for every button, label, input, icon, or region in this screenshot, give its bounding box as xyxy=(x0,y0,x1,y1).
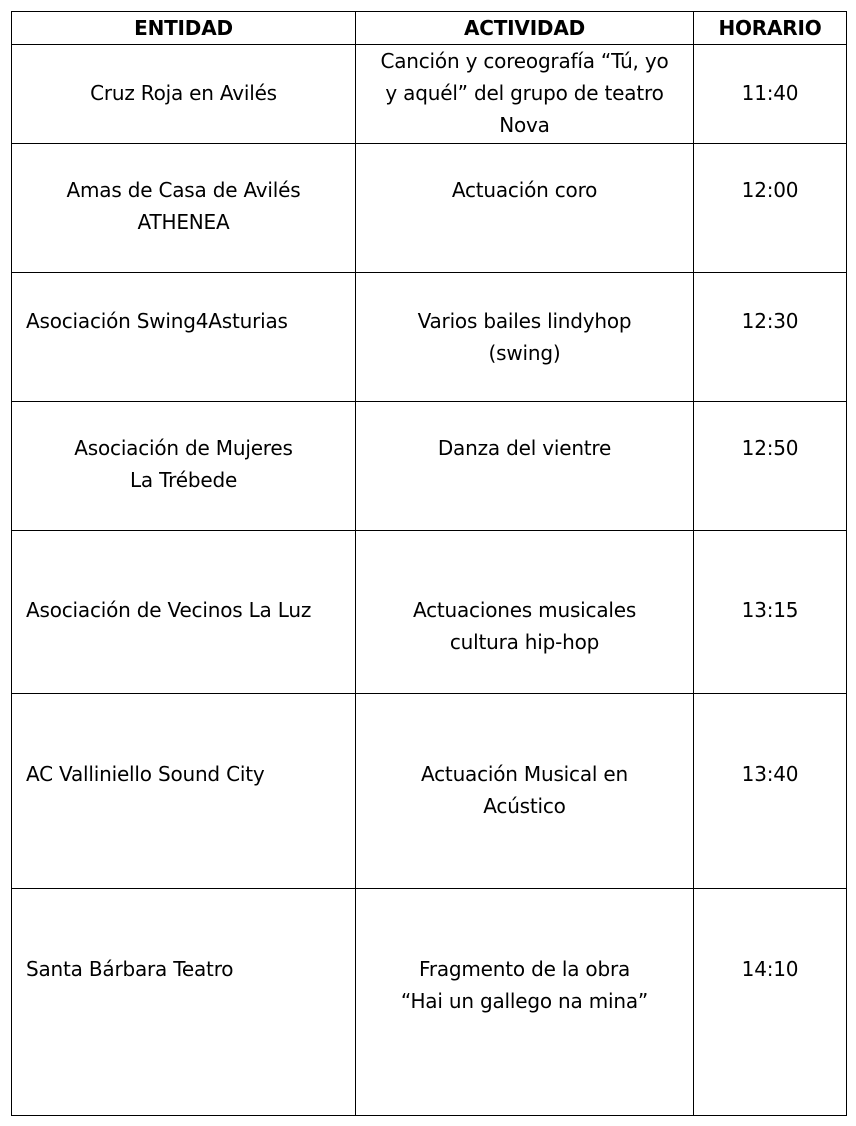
entity-text: Cruz Roja en Avilés xyxy=(90,81,277,105)
activity-cell xyxy=(356,402,694,531)
activity-text: Fragmento de la obra “Hai un gallego na mina” xyxy=(400,957,649,1013)
activity-text: Actuación coro xyxy=(451,178,598,202)
activity-text: Actuaciones musicales cultura hip-hop xyxy=(412,598,637,654)
activity-text: Actuación Musical en Acústico xyxy=(421,762,628,818)
table-row xyxy=(12,694,847,889)
time-text: 11:40 xyxy=(741,81,799,105)
activity-text: Varios bailes lindyhop (swing) xyxy=(417,309,632,365)
entity-text: Asociación Swing4Asturias xyxy=(26,309,288,333)
entity-text: AC Valliniello Sound City xyxy=(26,762,265,786)
entity-cell xyxy=(12,144,356,273)
header-entity: ENTIDAD xyxy=(12,12,356,45)
entity-text: Santa Bárbara Teatro xyxy=(26,957,234,981)
time-text: 14:10 xyxy=(741,957,799,981)
header-time: HORARIO xyxy=(694,12,847,45)
table-row xyxy=(12,531,847,694)
activity-text: Danza del vientre xyxy=(437,436,612,460)
entity-text: Asociación de Vecinos La Luz xyxy=(26,598,312,622)
activity-cell xyxy=(356,889,694,1116)
time-cell xyxy=(694,144,847,273)
activity-cell xyxy=(356,694,694,889)
entity-cell xyxy=(12,402,356,531)
time-cell xyxy=(694,402,847,531)
activity-cell xyxy=(356,531,694,694)
table-row xyxy=(12,402,847,531)
schedule-table xyxy=(11,11,847,1116)
activity-cell xyxy=(356,144,694,273)
entity-cell xyxy=(12,531,356,694)
time-text: 12:30 xyxy=(741,309,799,333)
time-text: 13:15 xyxy=(741,598,799,622)
table-row xyxy=(12,273,847,402)
header-activity: ACTIVIDAD xyxy=(356,12,694,45)
entity-cell xyxy=(12,889,356,1116)
time-cell xyxy=(694,45,847,144)
entity-cell xyxy=(12,694,356,889)
time-cell xyxy=(694,889,847,1116)
entity-cell xyxy=(12,273,356,402)
entity-text: Amas de Casa de Avilés ATHENEA xyxy=(66,178,301,234)
time-text: 12:00 xyxy=(741,178,799,202)
entity-cell xyxy=(12,45,356,144)
time-cell xyxy=(694,531,847,694)
table-row xyxy=(12,889,847,1116)
time-text: 13:40 xyxy=(741,762,799,786)
entity-text: Asociación de Mujeres La Trébede xyxy=(74,436,293,492)
time-text: 12:50 xyxy=(741,436,799,460)
activity-cell xyxy=(356,45,694,144)
table-row xyxy=(12,45,847,144)
time-cell xyxy=(694,273,847,402)
activity-text: Canción y coreografía “Tú, yo y aquél” del grupo de teatro Nova xyxy=(380,49,669,137)
header-row xyxy=(12,12,847,45)
time-cell xyxy=(694,694,847,889)
activity-cell xyxy=(356,273,694,402)
table-row xyxy=(12,144,847,273)
